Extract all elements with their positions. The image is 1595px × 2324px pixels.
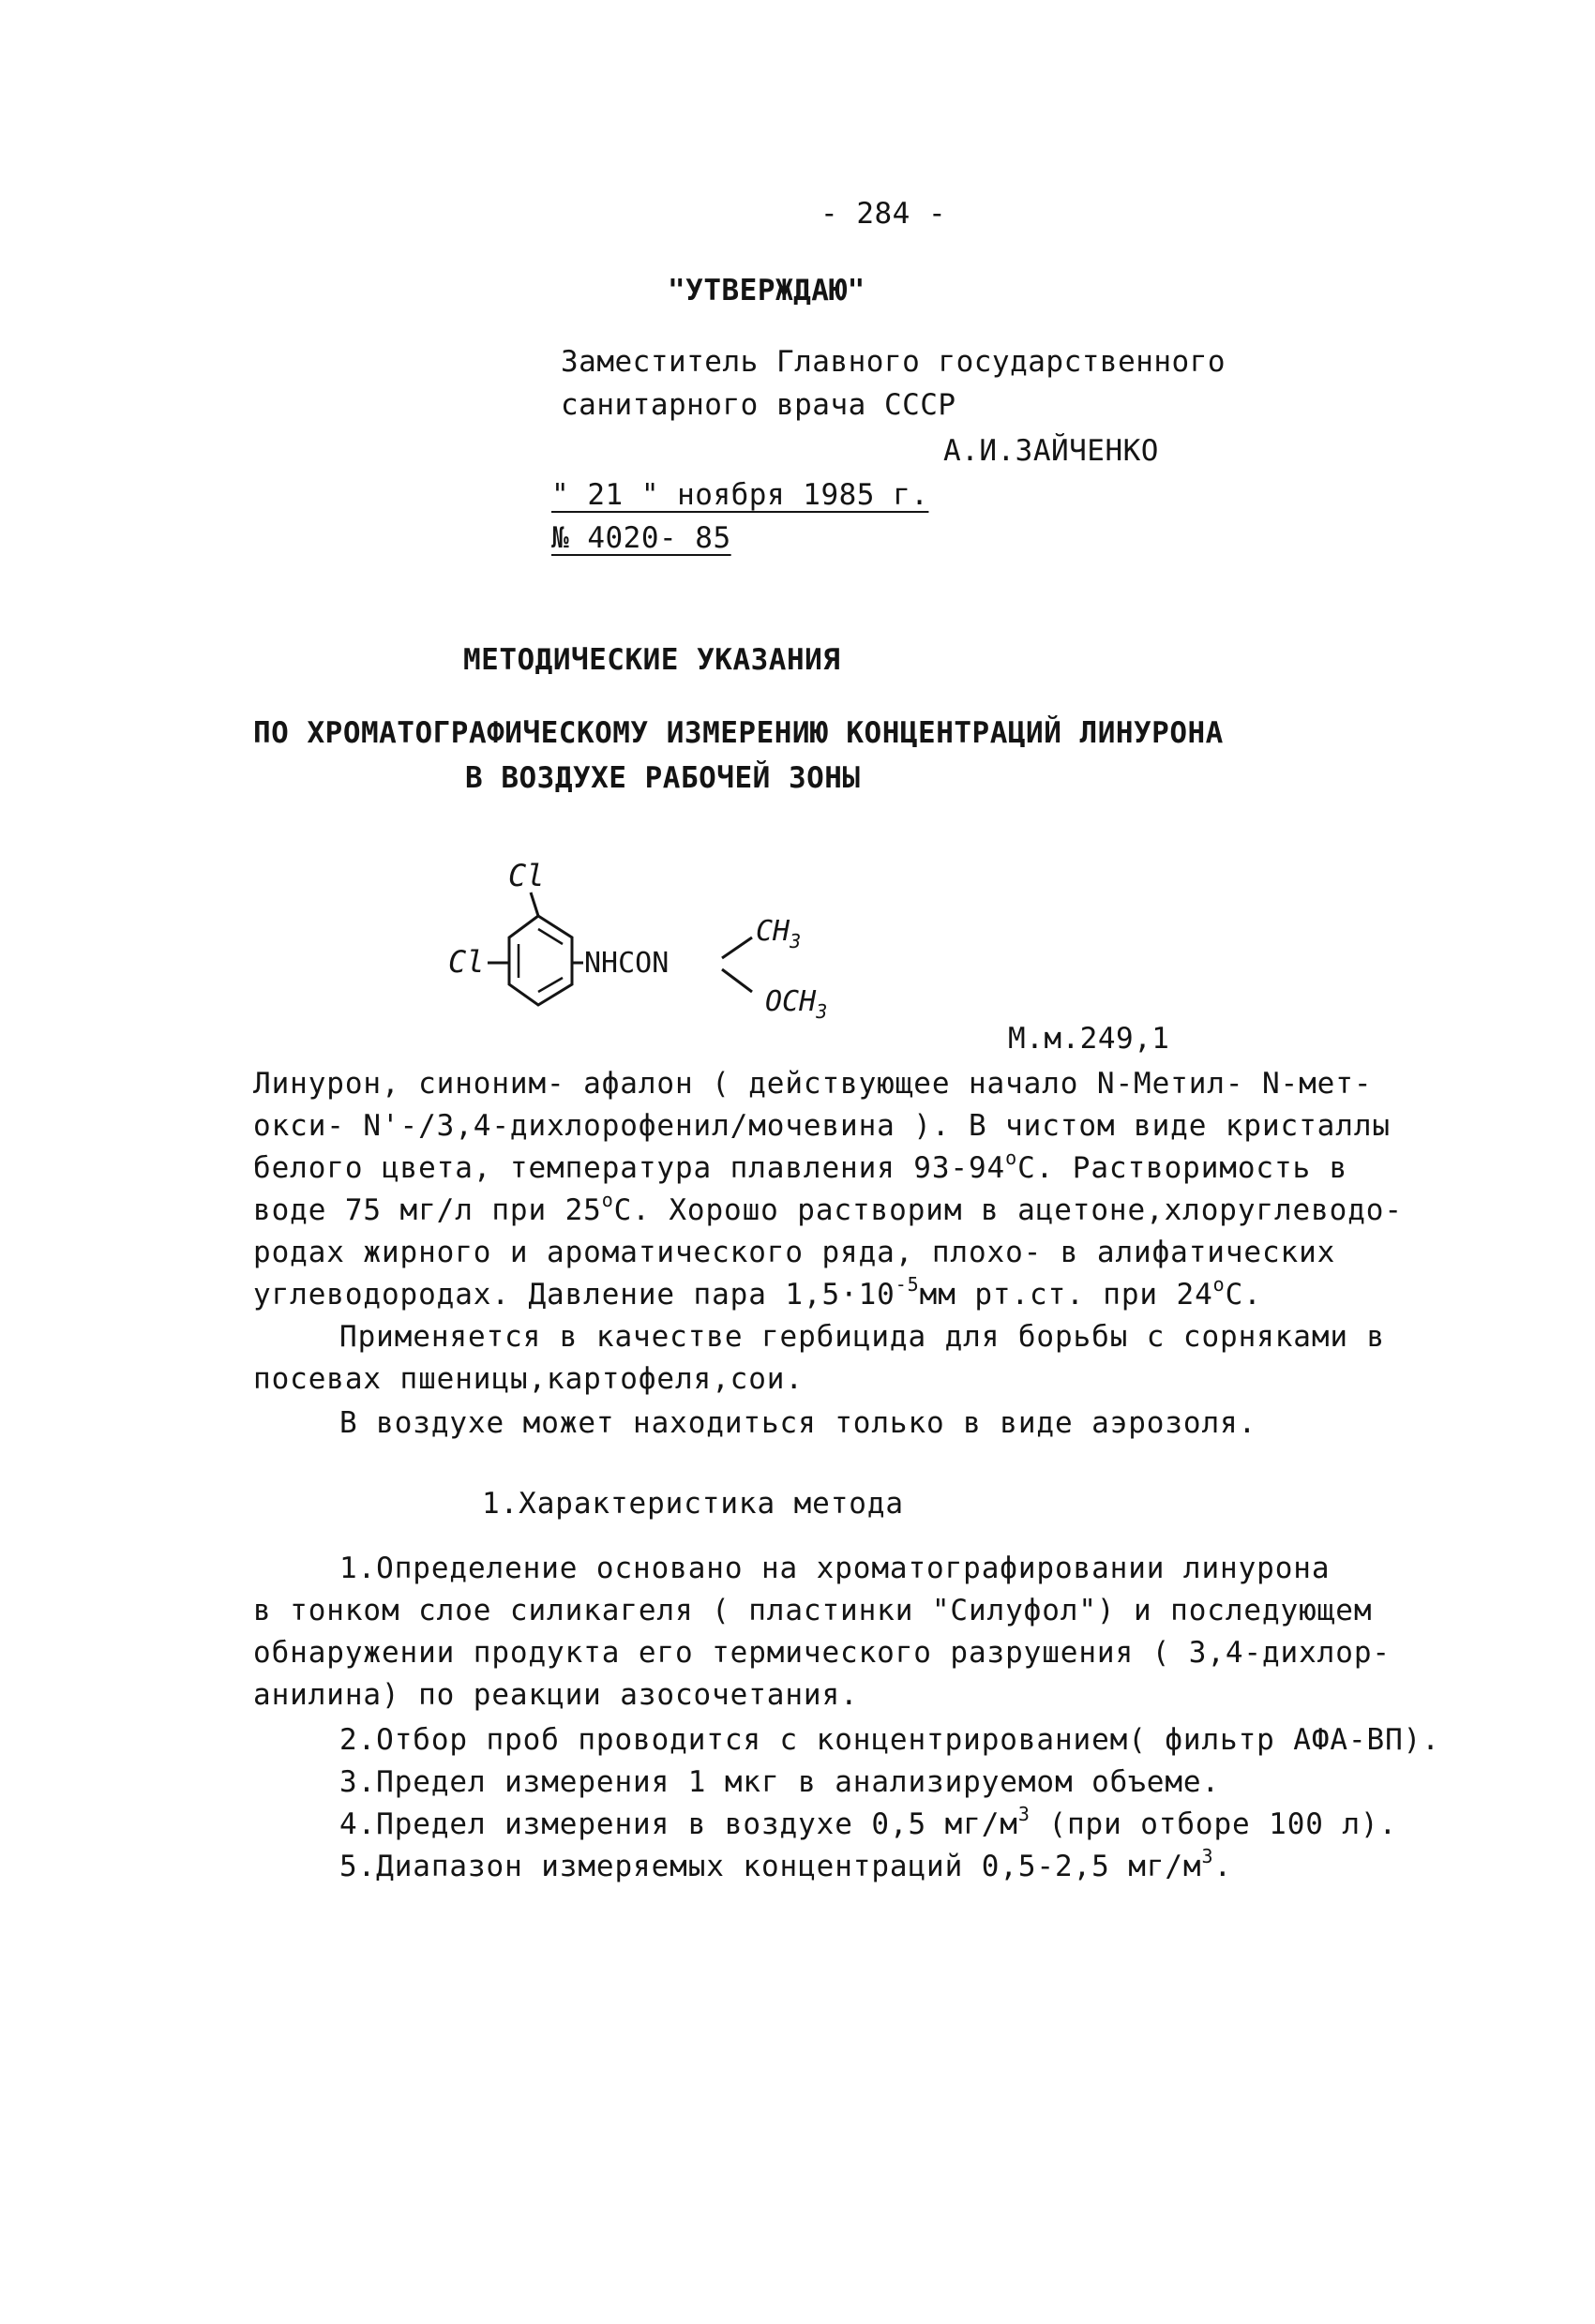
description-line-8: посевах пшеницы,картофеля,сои.	[253, 1362, 804, 1396]
description-line-2: окси- N'-/3,4-дихлорофенил/мочевина ). В чистом виде кристаллы	[253, 1109, 1391, 1143]
formula-och3: $OCH_3$	[765, 985, 828, 1023]
formula-bond-och3	[722, 969, 752, 992]
section-1-p1-line-2: в тонком слое силикагеля ( пластинки "Силуфол") и последующем	[253, 1594, 1373, 1627]
linuron-structure	[441, 844, 872, 1031]
formula-benzene-inner-1	[538, 929, 563, 944]
formula-cl-left: Cl	[448, 944, 485, 980]
section-1-p5: 5.Диапазон измеряемых концентраций 0,5-2,5 $мг/м^3$.	[339, 1845, 1233, 1883]
document-title: МЕТОДИЧЕСКИЕ УКАЗАНИЯ	[463, 643, 841, 677]
document-subtitle-line2: В ВОЗДУХЕ РАБОЧЕЙ ЗОНЫ	[465, 761, 861, 795]
approval-number: № 4020- 85	[551, 521, 731, 555]
approval-date: " 21 " ноября 1985 г.	[551, 478, 929, 512]
description-line-6: углеводородах. Давление пара $1,5\cdot 10^{-5}мм$ рт.ст. при 24$^o$С.	[253, 1273, 1262, 1312]
page-number: - 284 -	[820, 197, 947, 231]
description-line-1: Линурон, синоним- афалон ( действующее начало N-Метил- N-мет-	[253, 1067, 1373, 1101]
molar-mass: М.м.249,1	[1008, 1022, 1170, 1056]
section-1-p1-line-1: 1.Определение основано на хроматографировании линурона	[339, 1552, 1331, 1585]
description-line-3: белого цвета, температура плавления 93-94$^o$С. Растворимость в	[253, 1147, 1348, 1185]
section-1-title: 1.Характеристика метода	[482, 1487, 904, 1521]
description-line-5: родах жирного и ароматического ряда, плохо- в алифатических	[253, 1236, 1336, 1269]
section-1-p2: 2.Отбор проб проводится с концентрированием( фильтр АФА-ВП).	[339, 1723, 1440, 1757]
section-1-p1-line-3: обнаружении продукта его термического разрушения ( 3,4-дихлор-	[253, 1636, 1391, 1670]
section-1-p3: 3.Предел измерения 1 мкг в анализируемом объеме.	[339, 1765, 1221, 1799]
approval-position-line2: санитарного врача СССР	[561, 388, 956, 422]
section-1-p4: 4.Предел измерения в воздухе 0,5 $мг/м^3$ (при отборе 100 л).	[339, 1803, 1398, 1841]
formula-cl-top: Cl	[508, 858, 545, 893]
formula-ch3: $CH_3$	[756, 915, 802, 952]
formula-bond-cl-top	[531, 892, 538, 916]
description-line-7: Применяется в качестве гербицида для борьбы с сорняками в	[339, 1320, 1386, 1354]
description-line-9: В воздухе может находиться только в виде аэрозоля.	[339, 1406, 1257, 1440]
formula-bond-ch3	[722, 937, 752, 958]
approval-title: "УТВЕРЖДАЮ"	[668, 274, 865, 307]
formula-benzene-inner-2	[538, 978, 563, 992]
document-subtitle-line1: ПО ХРОМАТОГРАФИЧЕСКОМУ ИЗМЕРЕНИЮ КОНЦЕНТРАЦИЙ ЛИНУРОНА	[253, 716, 1224, 750]
description-line-4: воде 75 мг/л при 25$^o$С. Хорошо растворим в ацетоне,хлоруглеводо-	[253, 1189, 1403, 1227]
approval-name: А.И.ЗАЙЧЕНКО	[943, 434, 1159, 468]
approval-position-line1: Заместитель Главного государственного	[561, 345, 1226, 379]
section-1-p1-line-4: анилина) по реакции азосочетания.	[253, 1678, 859, 1712]
formula-group-nhcon: NHCON	[584, 947, 670, 980]
